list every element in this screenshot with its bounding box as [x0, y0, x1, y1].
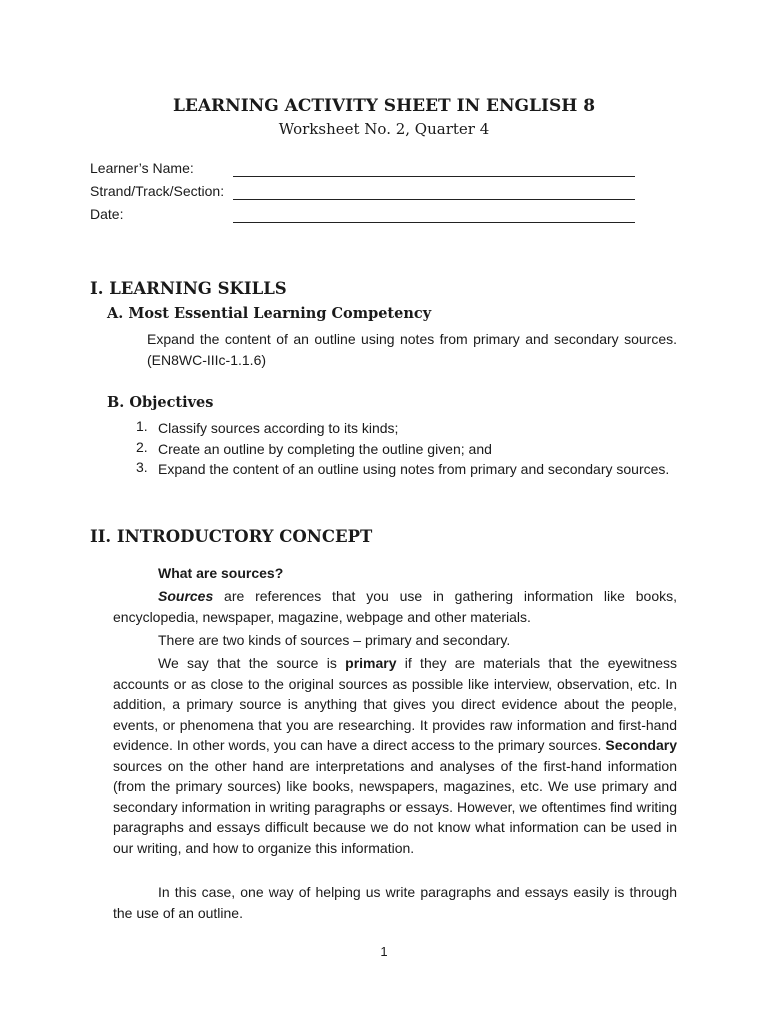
date-label: Date: [90, 206, 124, 222]
term-secondary: Secondary [605, 737, 677, 753]
objective-number: 3. [136, 459, 148, 475]
competency-heading: A. Most Essential Learning Competency [107, 305, 432, 322]
section-heading-learning-skills: I. LEARNING SKILLS [90, 279, 287, 298]
term-primary: primary [345, 655, 397, 671]
date-line[interactable] [233, 222, 635, 223]
learner-name-label: Learner’s Name: [90, 160, 194, 176]
objectives-heading: B. Objectives [107, 394, 214, 411]
paragraph-outline-intro: In this case, one way of helping us write paragraphs and essays easily is through the use of an outline. [113, 884, 677, 921]
term-sources: Sources [158, 588, 214, 604]
objective-item: Create an outline by completing the outline given; and [158, 441, 492, 457]
paragraph-primary-secondary: We say that the source is primary if they are materials that the eyewitness accounts or as close to the original sources as possible like interview, observation, etc. In addition, a primary source is anything that gives you direct evidence about the people, events, or phenomena that you are researching. It provides raw information and first-hand evidence. In other words, you can have a direct access to the primary sources. Secondary sources on the other hand are interpretations and analyses of the first-hand information (from the primary sources) like books, newspapers, magazines, etc. We use primary and secondary information in writing paragraphs or essays. However, we oftentimes find writing paragraphs and essays difficult because we do not know what information can be used in our writing, and how to organize this information. [113, 655, 677, 856]
page-number: 1 [380, 944, 388, 959]
strand-track-section-line[interactable] [233, 199, 635, 200]
paragraph-sources-definition: Sources are references that you use in gathering information like books, encyclopedia, newspaper, magazine, webpage and other materials. [113, 588, 677, 625]
objective-item: Classify sources according to its kinds; [158, 420, 399, 436]
section-heading-introductory-concept: II. INTRODUCTORY CONCEPT [90, 527, 373, 546]
learner-name-line[interactable] [233, 176, 635, 177]
paragraph-two-kinds: There are two kinds of sources – primary and secondary. [158, 632, 511, 648]
question-heading: What are sources? [158, 565, 284, 581]
worksheet-subtitle: Worksheet No. 2, Quarter 4 [278, 120, 490, 138]
strand-track-section-label: Strand/Track/Section: [90, 183, 225, 199]
competency-text: Expand the content of an outline using notes from primary and secondary sources. (EN8WC-IIIc-1.1.6) [147, 331, 677, 368]
objective-item: Expand the content of an outline using notes from primary and secondary sources. [158, 461, 670, 477]
document-title: LEARNING ACTIVITY SHEET IN ENGLISH 8 [172, 96, 596, 116]
objective-number: 2. [136, 439, 148, 455]
objective-number: 1. [136, 418, 148, 434]
